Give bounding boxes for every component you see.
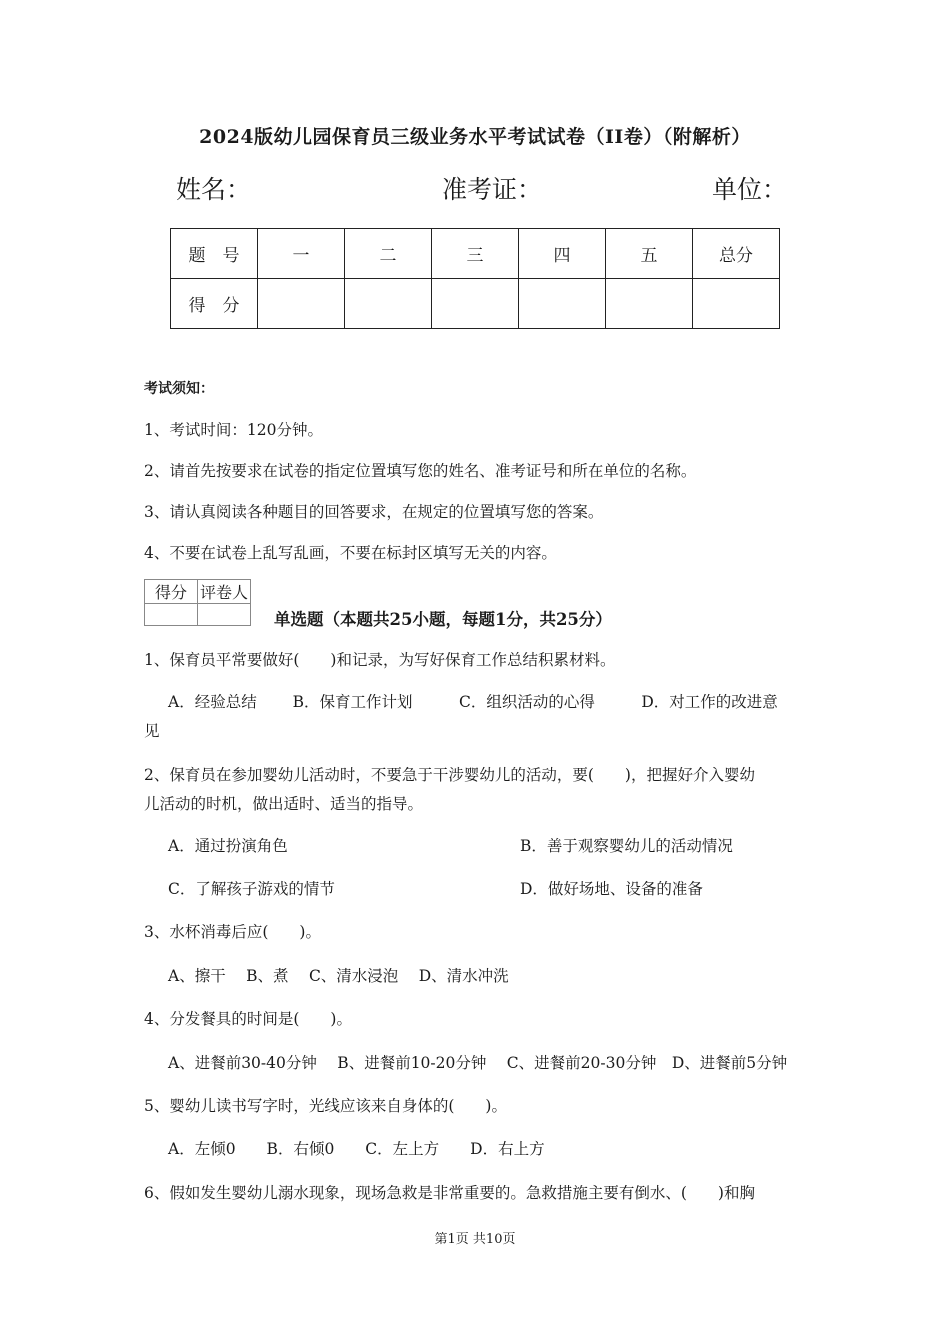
section-heading: 单选题（本题共25小题，每题1分，共25分） xyxy=(274,610,612,629)
question-options: A、进餐前30-40分钟 B、进餐前10-20分钟 C、进餐前20-30分钟 D、进餐前5分钟 xyxy=(168,1054,788,1072)
grader-score-label: 得分 xyxy=(145,580,198,604)
notice-item: 3、请认真阅读各种题目的回答要求，在规定的位置填写您的答案。 xyxy=(144,503,604,521)
score-entry-cell[interactable] xyxy=(432,279,519,329)
score-entry-cell[interactable] xyxy=(693,279,780,329)
score-row-label: 得 分 xyxy=(171,279,258,329)
question-stem-continued: 儿活动的时机，做出适时、适当的指导。 xyxy=(144,795,424,813)
score-table-cell: 五 xyxy=(606,229,693,279)
grader-name-label: 评卷人 xyxy=(198,580,251,604)
notice-item: 2、请首先按要求在试卷的指定位置填写您的姓名、准考证号和所在单位的名称。 xyxy=(144,462,697,480)
score-table-cell: 三 xyxy=(432,229,519,279)
score-entry-cell[interactable] xyxy=(345,279,432,329)
grader-name-cell[interactable] xyxy=(198,604,251,626)
question-stem: 6、假如发生婴幼儿溺水现象，现场急救是非常重要的。急救措施主要有倒水、( )和胸 xyxy=(144,1184,755,1202)
notice-item: 1、考试时间：120分钟。 xyxy=(144,421,323,439)
question-options: A．经验总结 B．保育工作计划 C．组织活动的心得 D．对工作的改进意 xyxy=(168,693,778,711)
page-footer: 第1页 共10页 xyxy=(434,1232,516,1247)
option-d: D．做好场地、设备的准备 xyxy=(520,880,703,898)
option-b: B．善于观察婴幼儿的活动情况 xyxy=(520,837,733,855)
question-stem: 5、婴幼儿读书写字时，光线应该来自身体的( )。 xyxy=(144,1097,507,1115)
notice-heading: 考试须知： xyxy=(144,381,214,397)
score-table-cell: 四 xyxy=(519,229,606,279)
score-table-cell: 一 xyxy=(258,229,345,279)
exam-id-field-label: 准考证： xyxy=(442,175,543,204)
score-table-cell: 总分 xyxy=(693,229,780,279)
question-options: A．左倾0 B．右倾0 C．左上方 D．右上方 xyxy=(168,1140,545,1158)
notice-item: 4、不要在试卷上乱写乱画，不要在标封区填写无关的内容。 xyxy=(144,544,557,562)
score-table xyxy=(170,228,780,329)
score-table-score-row xyxy=(171,279,780,329)
score-table-cell: 题 号 xyxy=(171,229,258,279)
option-c: C．了解孩子游戏的情节 xyxy=(168,880,335,898)
score-entry-cell[interactable] xyxy=(519,279,606,329)
question-stem: 4、分发餐具的时间是( )。 xyxy=(144,1010,352,1028)
score-entry-cell[interactable] xyxy=(258,279,345,329)
option-a: A．通过扮演角色 xyxy=(168,837,288,855)
question-stem: 1、保育员平常要做好( )和记录，为写好保育工作总结积累材料。 xyxy=(144,651,616,669)
question-stem: 2、保育员在参加婴幼儿活动时，不要急于干涉婴幼儿的活动，要( )，把握好介入婴幼 xyxy=(144,766,755,784)
grader-score-cell[interactable] xyxy=(145,604,198,626)
unit-field-label: 单位： xyxy=(712,175,788,204)
question-stem: 3、水杯消毒后应( )。 xyxy=(144,923,321,941)
score-table-header-row xyxy=(171,229,780,279)
score-table-cell: 二 xyxy=(345,229,432,279)
question-options-continued: 见 xyxy=(144,722,160,740)
score-entry-cell[interactable] xyxy=(606,279,693,329)
document-title: 2024版幼儿园保育员三级业务水平考试试卷（II卷）（附解析） xyxy=(199,126,751,148)
grader-box xyxy=(144,579,251,626)
question-options: A、擦干 B、煮 C、清水浸泡 D、清水冲洗 xyxy=(168,967,509,985)
name-field-label: 姓名： xyxy=(176,175,252,204)
